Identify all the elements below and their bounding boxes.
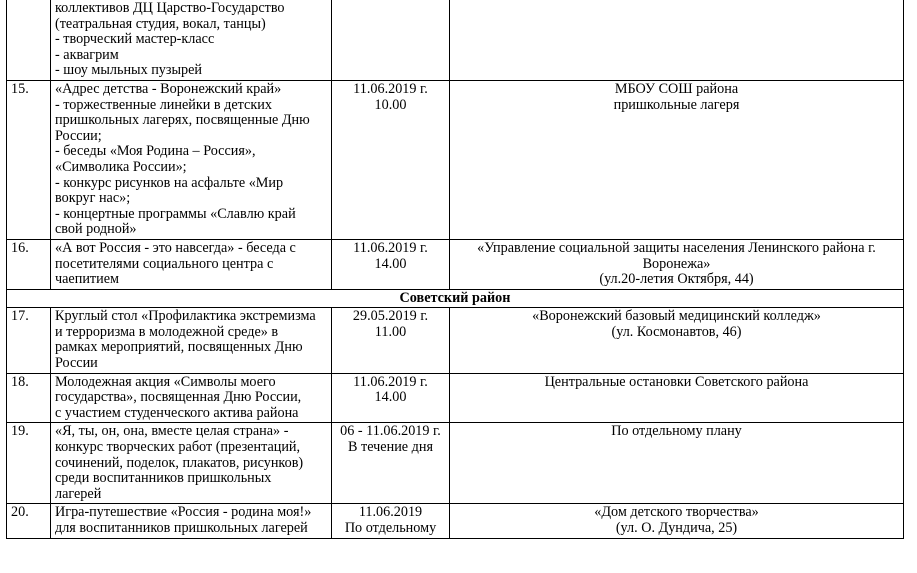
table-row: [7, 239, 904, 289]
place-cell: [450, 239, 904, 289]
event-cell-line: среди воспитанников пришкольных: [55, 470, 272, 487]
date-cell-line: В течение дня: [348, 439, 433, 456]
event-cell-line: рамках мероприятий, посвященных Дню: [55, 339, 303, 356]
date-cell-line: 11.06.2019 г.: [353, 80, 428, 97]
date-cell: [332, 0, 450, 80]
row-number: 20.: [7, 504, 51, 538]
event-cell-line: России: [55, 355, 98, 372]
event-cell-line: - конкурс рисунков на асфальте «Мир: [55, 174, 284, 191]
event-cell-line: «Символика России»;: [55, 158, 187, 175]
row-number: 18.: [7, 373, 51, 423]
place-cell-line: По отдельному плану: [611, 423, 742, 440]
date-cell: [332, 308, 450, 373]
event-cell-line: лагерей: [55, 485, 102, 502]
date-cell-line: 11.06.2019 г.: [353, 373, 428, 390]
date-cell: [332, 373, 450, 423]
event-cell-line: посетителями социального центра с: [55, 255, 274, 272]
event-cell-line: - творческий мастер-класс: [55, 31, 215, 48]
place-cell-line: (ул. Космонавтов, 46): [611, 323, 742, 340]
row-number: 16.: [7, 239, 51, 289]
place-cell: [450, 308, 904, 373]
event-cell-line: Молодежная акция «Символы моего: [55, 373, 276, 390]
place-cell: [450, 373, 904, 423]
place-cell-line: Воронежа»: [642, 255, 711, 272]
date-cell-line: 11.00: [374, 323, 407, 340]
date-cell-line: 14.00: [374, 255, 407, 272]
place-cell: [450, 423, 904, 504]
event-cell: [51, 423, 332, 504]
event-cell: [51, 373, 332, 423]
events-table: [6, 0, 904, 539]
event-cell-line: свой родной»: [55, 221, 137, 238]
row-number: 15.: [7, 80, 51, 239]
place-cell-line: (ул. О. Дундича, 25): [615, 520, 738, 536]
table-row: [7, 423, 904, 504]
table-row: [7, 373, 904, 423]
place-cell-line: пришкольные лагеря: [613, 96, 740, 113]
place-cell-line: Центральные остановки Советского района: [544, 373, 809, 390]
section-title: Советский район: [7, 289, 904, 308]
event-cell-line: вокруг нас»;: [55, 190, 131, 207]
event-cell-line: и терроризма в молодежной среде» в: [55, 323, 279, 340]
place-cell-line: «Управление социальной защиты населения Ленинского района г.: [477, 239, 876, 256]
table-row: [7, 308, 904, 373]
place-cell-line: «Дом детского творчества»: [594, 504, 759, 521]
event-cell-line: чаепитием: [55, 271, 119, 288]
event-cell-line: для воспитанников пришкольных лагерей: [55, 520, 308, 536]
row-number: [7, 0, 51, 80]
event-cell-line: - аквагрим: [55, 46, 119, 63]
date-cell-line: 11.06.2019: [358, 504, 423, 521]
date-cell-line: По отдельному: [344, 520, 437, 536]
event-cell-line: - концертные программы «Славлю край: [55, 205, 296, 222]
date-cell-line: 29.05.2019 г.: [352, 308, 429, 325]
event-cell-line: - торжественные линейки в детских: [55, 96, 272, 113]
table-row: [7, 504, 904, 538]
date-cell-line: 06 - 11.06.2019 г.: [340, 423, 441, 440]
date-cell-line: 11.06.2019 г.: [353, 239, 428, 256]
event-cell-line: пришкольных лагерях, посвященные Дню: [55, 112, 310, 129]
section-header-body: [7, 289, 904, 308]
date-cell: [332, 504, 450, 538]
event-cell-line: государства», посвященная Дню России,: [55, 389, 302, 406]
event-cell-line: коллективов ДЦ Царство-Государство: [55, 0, 285, 16]
section-header-row: [7, 289, 904, 308]
event-cell-line: (театральная студия, вокал, танцы): [55, 15, 266, 32]
table-row: [7, 80, 904, 239]
event-cell: [51, 239, 332, 289]
event-cell-line: России;: [55, 127, 102, 144]
place-cell-line: «Воронежский базовый медицинский колледж»: [532, 308, 821, 325]
event-cell-line: конкурс творческих работ (презентаций,: [55, 439, 301, 456]
place-cell-line: (ул.20-летия Октября, 44): [599, 271, 754, 288]
event-cell-line: Игра-путешествие «Россия - родина моя!»: [55, 504, 312, 521]
date-cell: [332, 423, 450, 504]
table-body-leninsky: [7, 0, 904, 289]
event-cell-line: - шоу мыльных пузырей: [55, 62, 203, 79]
place-cell: [450, 504, 904, 538]
event-cell-line: с участием студенческого актива района: [55, 404, 299, 421]
event-cell-line: - беседы «Моя Родина – Россия»,: [55, 143, 256, 160]
event-cell: [51, 308, 332, 373]
row-number: 17.: [7, 308, 51, 373]
table-row: [7, 0, 904, 80]
event-cell-line: «Адрес детства - Воронежский край»: [55, 80, 282, 97]
date-cell: [332, 80, 450, 239]
place-cell: [450, 80, 904, 239]
place-cell-line: МБОУ СОШ района: [614, 80, 739, 97]
event-cell-line: сочинений, поделок, плакатов, рисунков): [55, 454, 304, 471]
event-cell: [51, 0, 332, 80]
date-cell-line: 14.00: [374, 389, 407, 406]
event-cell: [51, 504, 332, 538]
date-cell: [332, 239, 450, 289]
place-cell: [450, 0, 904, 80]
event-cell: [51, 80, 332, 239]
date-cell-line: 10.00: [374, 96, 407, 113]
table-body-sovetsky: [7, 308, 904, 538]
event-cell-line: «А вот Россия - это навсегда» - беседа с: [55, 239, 296, 256]
event-cell-line: Круглый стол «Профилактика экстремизма: [55, 308, 316, 325]
event-cell-line: «Я, ты, он, она, вместе целая страна» -: [55, 423, 289, 440]
row-number: 19.: [7, 423, 51, 504]
